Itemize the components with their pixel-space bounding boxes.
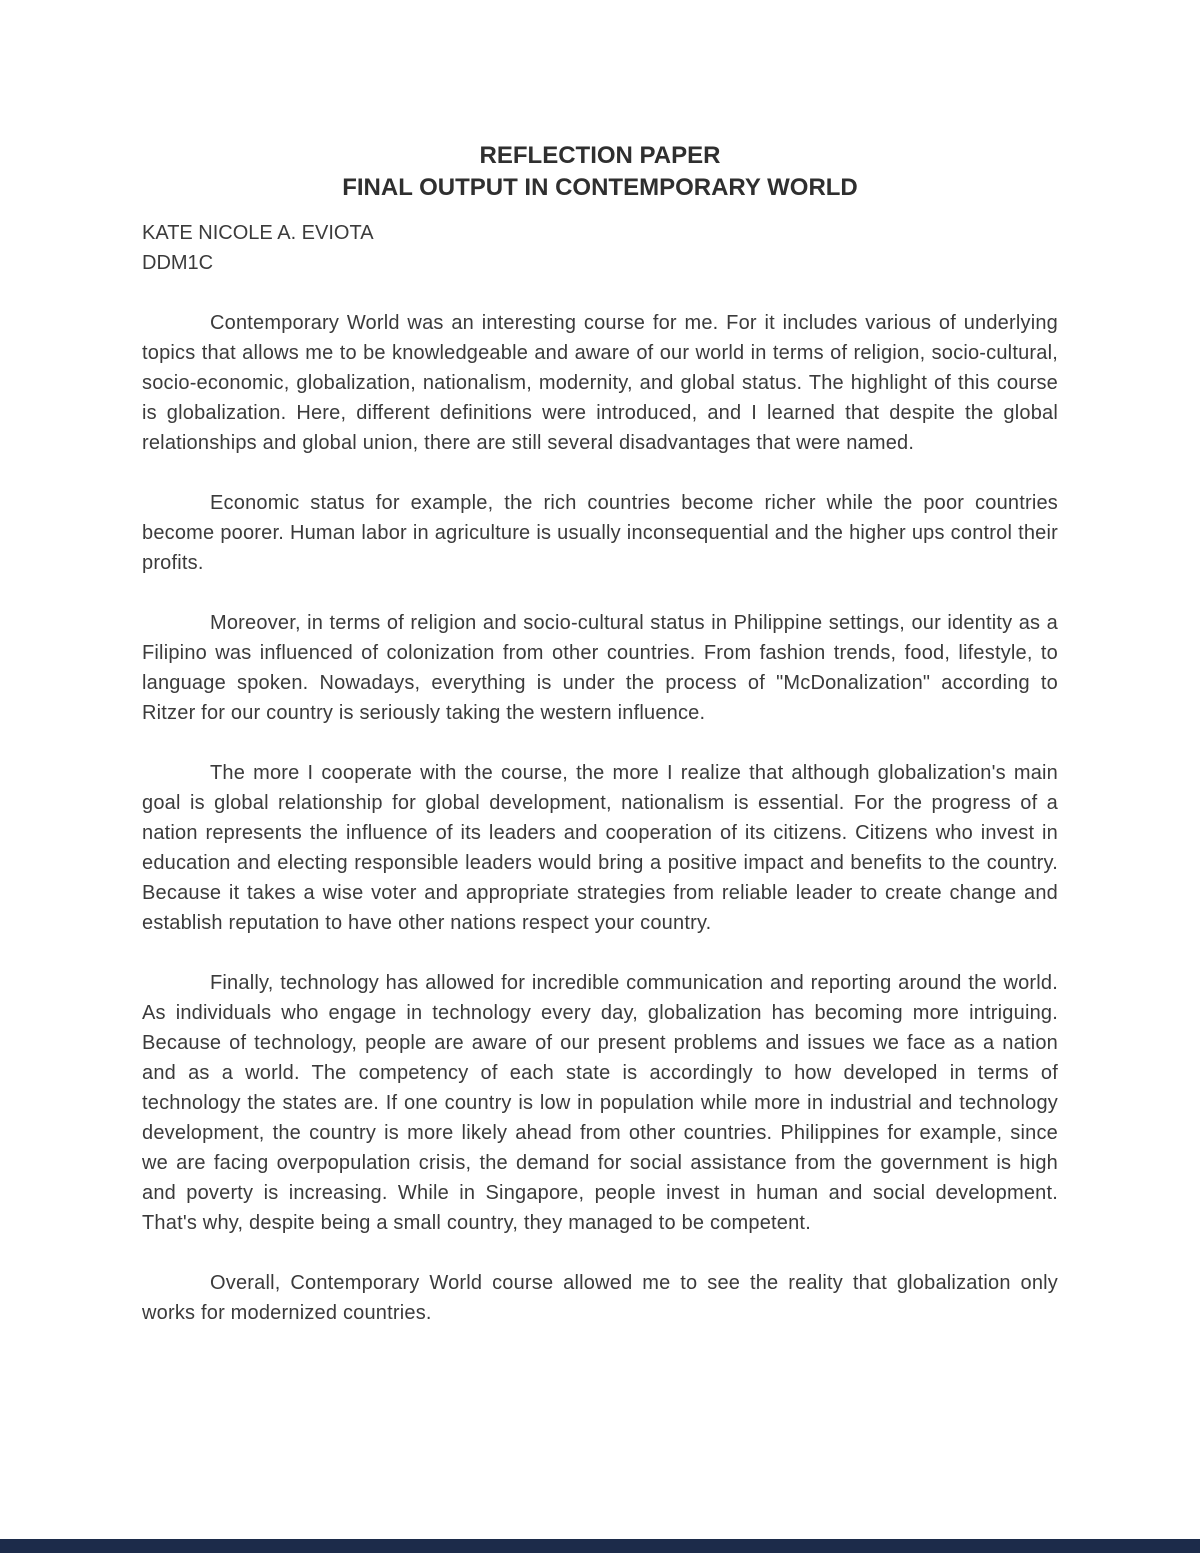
bottom-bar: [0, 1539, 1200, 1553]
paragraph-4: The more I cooperate with the course, the more I realize that although globalization's main goal is global relationship for global development, nationalism is essential. For the progress of a nation represents the influence of its leaders and cooperation of its citizens. Citizens who invest in education and electing responsible leaders would bring a positive impact and benefits to the country. Because it takes a wise voter and appropriate strategies from reliable leader to create change and establish reputation to have other nations respect your country.: [142, 762, 1058, 934]
document-title-line-1: REFLECTION PAPER: [479, 142, 721, 169]
author-section: DDM1C: [142, 252, 214, 274]
paragraph-3: Moreover, in terms of religion and socio-cultural status in Philippine settings, our identity as a Filipino was influenced of colonization from other countries. From fashion trends, food, lifestyle, to language spoken. Nowadays, everything is under the process of "McDonalization" according to Ritzer for our country is seriously taking the western influence.: [142, 612, 1058, 724]
paragraph-6: Overall, Contemporary World course allowed me to see the reality that globalization only works for modernized countries.: [142, 1272, 1058, 1324]
paragraph-1: Contemporary World was an interesting course for me. For it includes various of underlying topics that allows me to be knowledgeable and aware of our world in terms of religion, socio-cultural, socio-economic, globalization, nationalism, modernity, and global status. The highlight of this course is globalization. Here, different definitions were introduced, and I learned that despite the global relationships and global union, there are still several disadvantages that were named.: [142, 312, 1058, 454]
author-name: KATE NICOLE A. EVIOTA: [142, 222, 374, 244]
paragraph-2: Economic status for example, the rich countries become richer while the poor countries become poorer. Human labor in agriculture is usually inconsequential and the higher ups control their profits.: [142, 492, 1058, 574]
paragraph-5: Finally, technology has allowed for incredible communication and reporting around the world. As individuals who engage in technology every day, globalization has becoming more intriguing. Because of technology, people are aware of our present problems and issues we face as a nation and as a world. The competency of each state is accordingly to how developed in terms of technology the states are. If one country is low in population while more in industrial and technology development, the country is more likely ahead from other countries. Philippines for example, since we are facing overpopulation crisis, the demand for social assistance from the government is high and poverty is increasing. While in Singapore, people invest in human and social development. That's why, despite being a small country, they managed to be competent.: [142, 972, 1058, 1234]
document-body: [142, 308, 1058, 1328]
author-block: [142, 218, 1058, 278]
document-title-line-2: FINAL OUTPUT IN CONTEMPORARY WORLD: [342, 174, 858, 201]
